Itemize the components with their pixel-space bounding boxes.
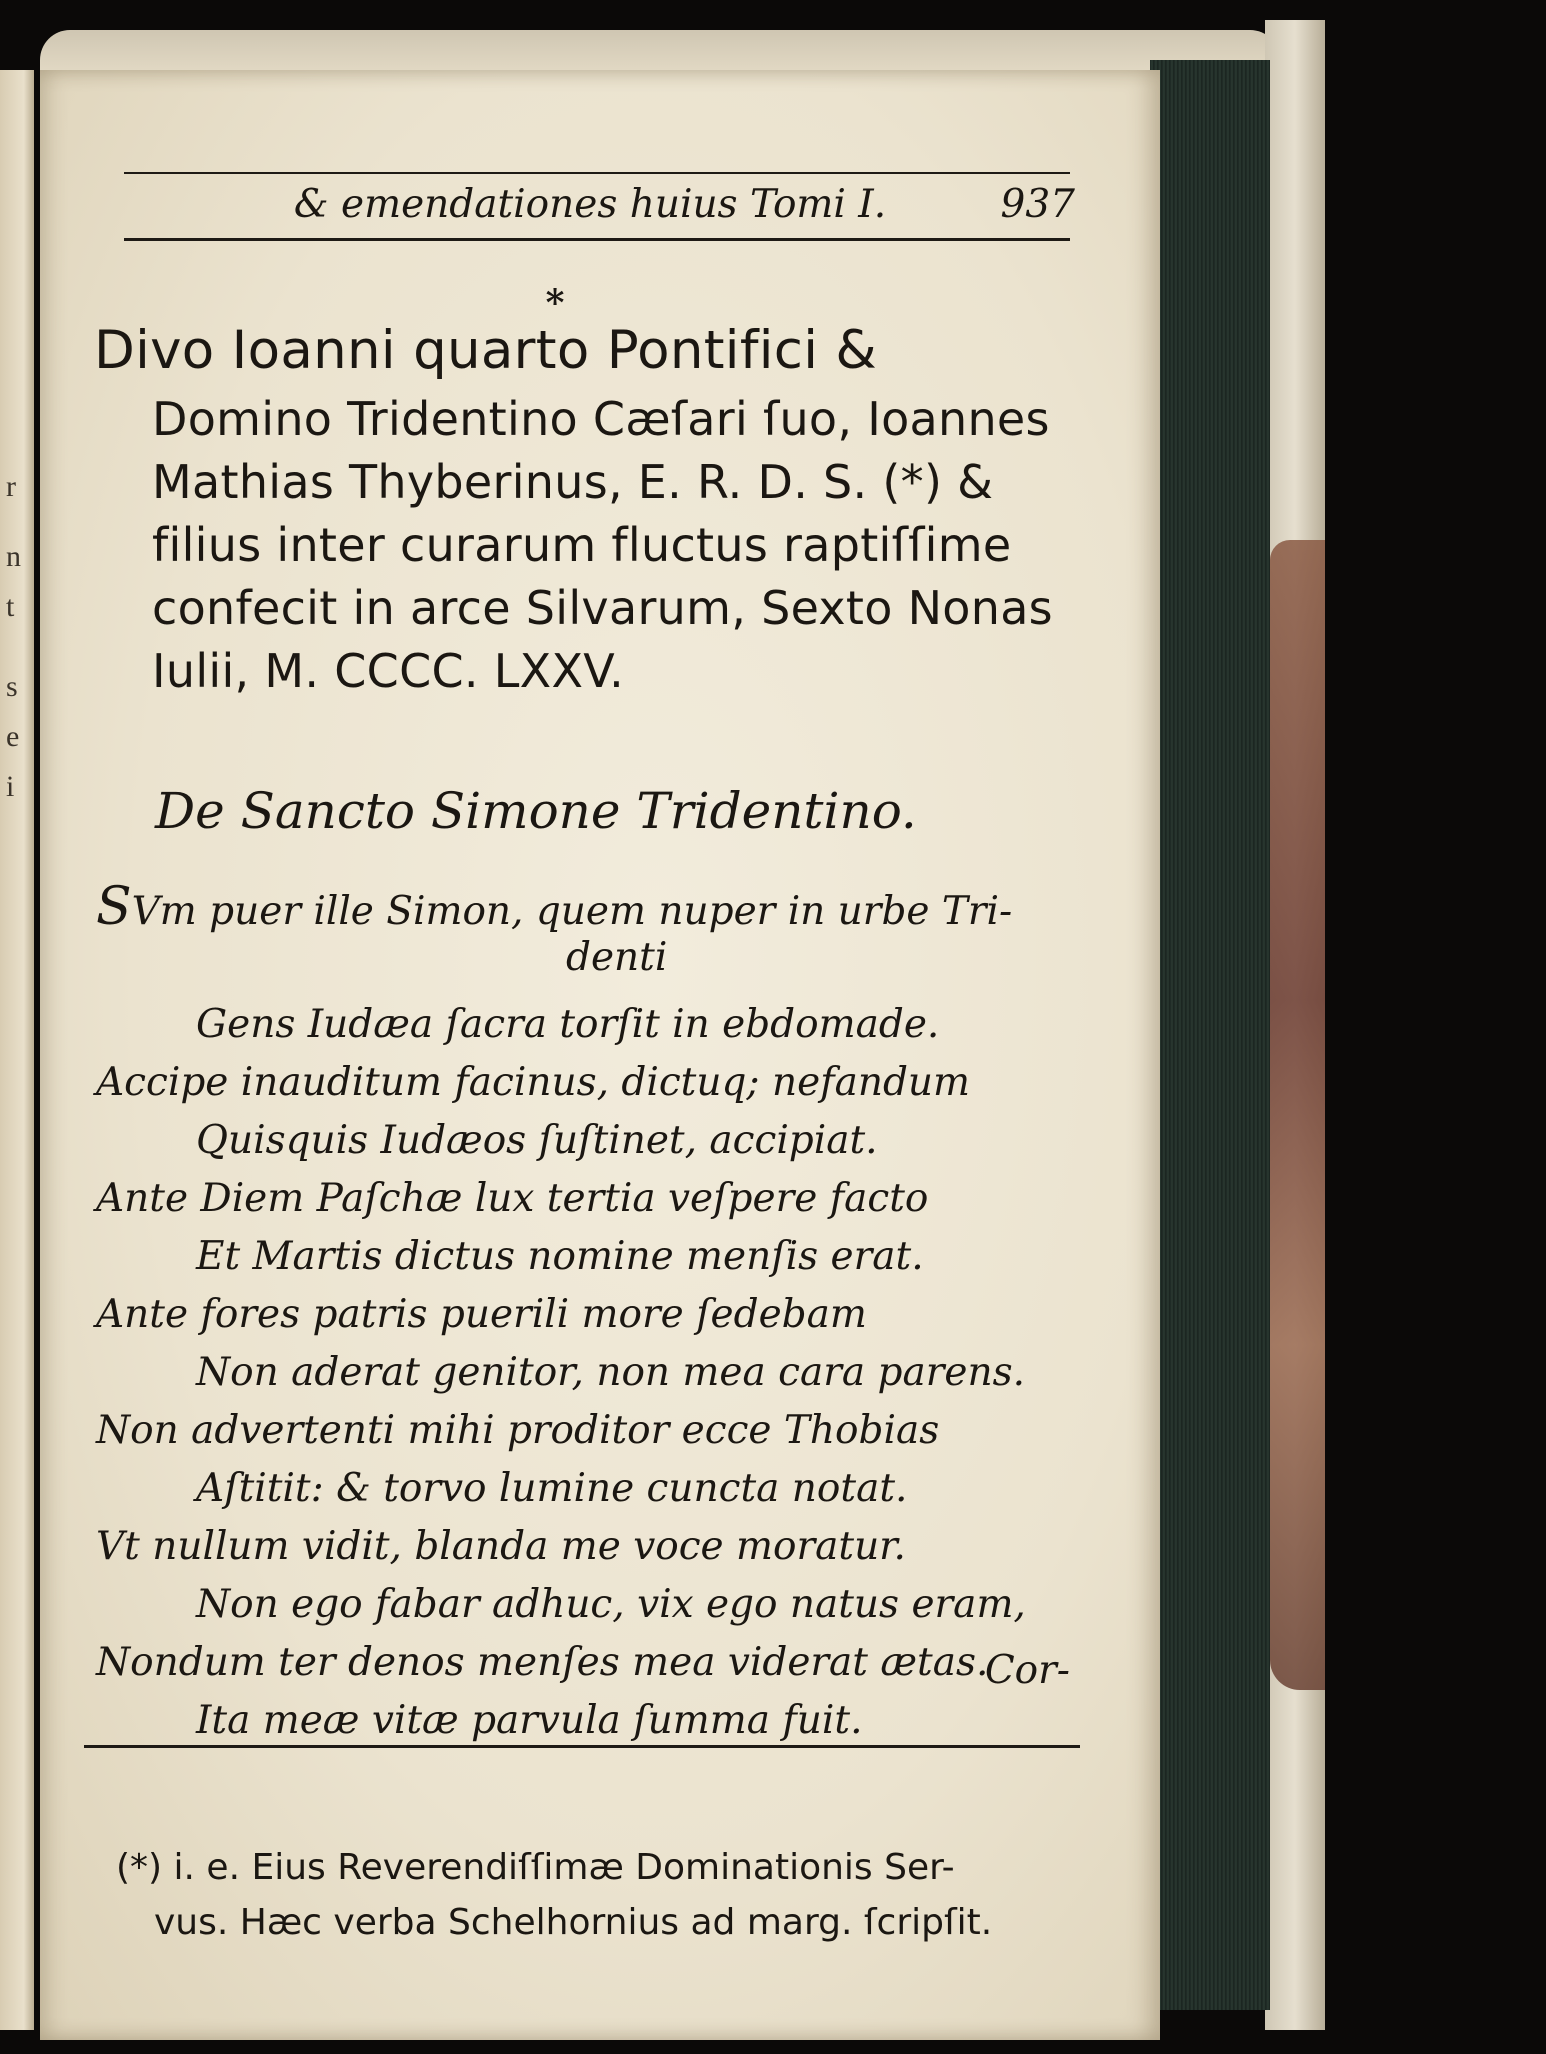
header-rule-top [124,172,1070,174]
left-page-fragment: r [6,470,16,503]
poem-line: Non advertenti mihi proditor ecce Thobias [96,1408,940,1453]
left-page-fragment: e [6,720,20,753]
dedication-line: confecit in arce Silvarum, Sexto Nonas [152,581,1053,635]
page-number: 937 [1000,182,1075,227]
poem-line: Nondum ter denos menſes mea viderat ætas. [96,1640,989,1685]
poem-line: Aſtitit: & torvo lumine cuncta notat. [196,1466,908,1511]
poem-line: Accipe inauditum facinus, dictuq; nefandum [96,1060,971,1105]
book-page [40,70,1160,2040]
asterisk-ornament: * [545,282,565,324]
poem-body [96,878,1076,1750]
page-top-edge [40,30,1280,75]
poem-line-continuation: denti [566,935,668,980]
catchword: Cor- [984,1648,1070,1693]
poem-line: Et Martis dictus nomine menſis erat. [196,1234,924,1279]
poem-line: Vt nullum vidit, blanda me voce moratur. [96,1524,906,1569]
poem-heading: De Sancto Simone Tridentino. [155,782,917,840]
poem-line: Gens Iudæa ſacra torſit in ebdomade. [196,1002,940,1047]
footnote-line: (*) i. e. Eius Reverendiſſimæ Dominationis Ser- [116,1847,955,1888]
left-page-fragment: s [6,670,18,703]
cover-stain [1270,540,1325,1690]
dedication-paragraph [94,314,1084,703]
left-page-fragment: i [6,770,15,803]
poem-line [96,878,1076,936]
book-fore-edge [1150,60,1270,2010]
dedication-line: filius inter curarum fluctus raptiſſime [152,518,1012,572]
poem-line-text: Vm puer ille Simon, quem nuper in urbe Tri- [131,889,1013,934]
dedication-line: Divo Ioanni quarto Pontifici & [94,320,878,381]
poem-dropcap: S [96,877,132,937]
poem-line: Ante fores patris puerili more ſedebam [96,1292,867,1337]
left-page-fragment: t [6,590,15,623]
running-header: & emendationes huius Tomi I. [293,182,887,227]
dedication-line: Iulii, M. CCCC. LXXV. [152,644,625,698]
footnote [116,1840,1066,1950]
dedication-line: Mathias Thyberinus, E. R. D. S. (*) & [152,455,994,509]
footnote-line: vus. Hæc verba Schelhornius ad marg. ſcripſit. [154,1902,993,1943]
left-page-fragment: n [6,540,21,573]
header-rule-bottom [124,238,1070,241]
dedication-line: Domino Tridentino Cæſari ſuo, Ioannes [152,392,1050,446]
poem-line: Non ego fabar adhuc, vix ego natus eram, [196,1582,1026,1627]
left-facing-page [0,70,34,2030]
poem-line: Quisquis Iudæos ſuſtinet, accipiat. [196,1118,878,1163]
footnote-rule [84,1745,1080,1748]
poem-line: Ita meæ vitæ parvula ſumma fuit. [196,1698,863,1743]
poem-line: Ante Diem Paſchæ lux tertia veſpere facto [96,1176,929,1221]
poem-line: Non aderat genitor, non mea cara parens. [196,1350,1025,1395]
